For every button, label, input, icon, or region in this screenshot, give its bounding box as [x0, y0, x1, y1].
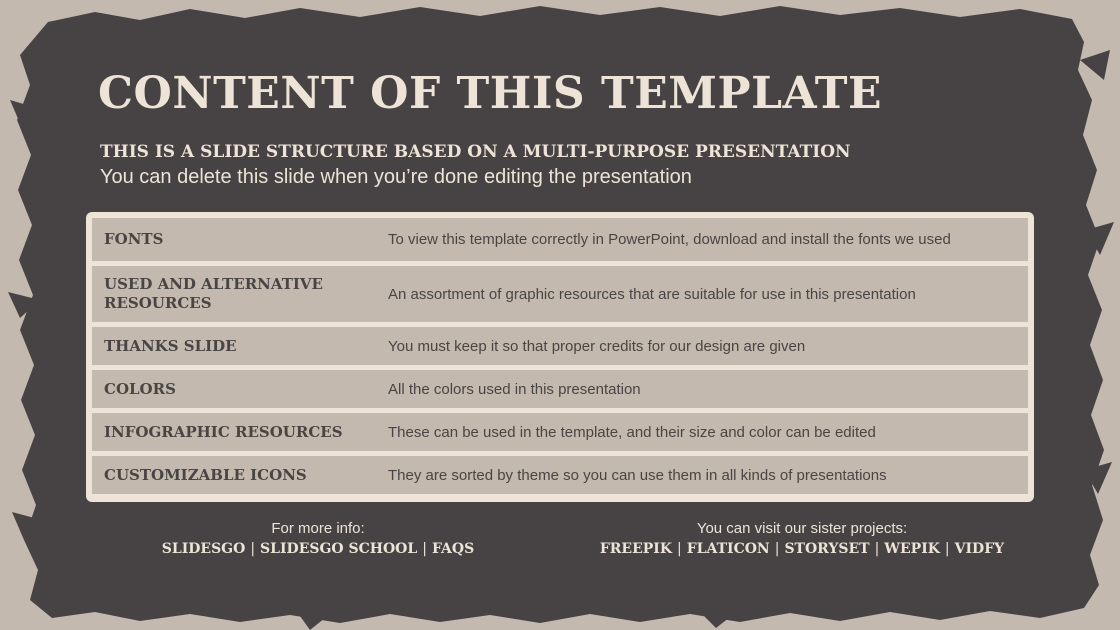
- row-description: To view this template correctly in PowerPoint, download and install the fonts we used: [388, 231, 951, 248]
- row-name: INFOGRAPHIC RESOURCES: [104, 422, 343, 441]
- row-name: USED AND ALTERNATIVE RESOURCES: [104, 275, 323, 312]
- footer-sister-projects: [590, 520, 1014, 558]
- slide-title: CONTENT OF THIS TEMPLATE: [98, 68, 883, 119]
- link-freepik[interactable]: FREEPIK: [599, 541, 673, 557]
- table-row-fonts: [92, 218, 1028, 261]
- link-separator: |: [250, 541, 256, 557]
- link-separator: |: [874, 541, 880, 557]
- footer-sister-projects-links: [590, 540, 1014, 558]
- row-name: COLORS: [104, 379, 176, 398]
- footer-more-info: [160, 520, 476, 558]
- link-faqs[interactable]: FAQS: [431, 541, 475, 557]
- row-description: You must keep it so that proper credits for our design are given: [388, 337, 806, 355]
- row-name: FONTS: [104, 230, 164, 248]
- footer-more-info-caption: For more info:: [271, 520, 365, 537]
- table-row-used-and-alternative-resources: [92, 266, 1028, 322]
- row-name: THANKS SLIDE: [104, 336, 237, 355]
- row-description: All the colors used in this presentation: [388, 380, 641, 398]
- footer-more-info-links: [160, 540, 476, 558]
- link-slidesgo[interactable]: SLIDESGO: [161, 541, 246, 557]
- link-separator: |: [422, 541, 427, 557]
- row-description: They are sorted by theme so you can use them in all kinds of presentations: [388, 466, 887, 484]
- link-separator: |: [774, 541, 780, 557]
- row-description: An assortment of graphic resources that are suitable for use in this presentation: [388, 285, 916, 303]
- table-row-colors: [92, 370, 1028, 408]
- slide-subtitle: THIS IS A SLIDE STRUCTURE BASED ON A MULTI-PURPOSE PRESENTATION: [100, 142, 851, 162]
- table-row-thanks-slide: [92, 327, 1028, 365]
- link-flaticon[interactable]: FLATICON: [686, 541, 770, 557]
- link-separator: |: [944, 541, 950, 557]
- row-name: CUSTOMIZABLE ICONS: [104, 465, 307, 484]
- content-table: [86, 212, 1034, 502]
- footer-sister-projects-caption: You can visit our sister projects:: [696, 520, 908, 537]
- table-row-infographic-resources: [92, 413, 1028, 451]
- row-description: These can be used in the template, and their size and color can be edited: [388, 423, 876, 441]
- link-wepik[interactable]: WEPIK: [884, 541, 940, 557]
- link-vidfy[interactable]: VIDFY: [954, 541, 1005, 557]
- link-separator: |: [677, 541, 682, 557]
- table-row-customizable-icons: [92, 456, 1028, 494]
- link-slidesgo-school[interactable]: SLIDESGO SCHOOL: [260, 541, 418, 557]
- slide-description: You can delete this slide when you’re done editing the presentation: [100, 166, 692, 188]
- link-storyset[interactable]: STORYSET: [784, 541, 870, 557]
